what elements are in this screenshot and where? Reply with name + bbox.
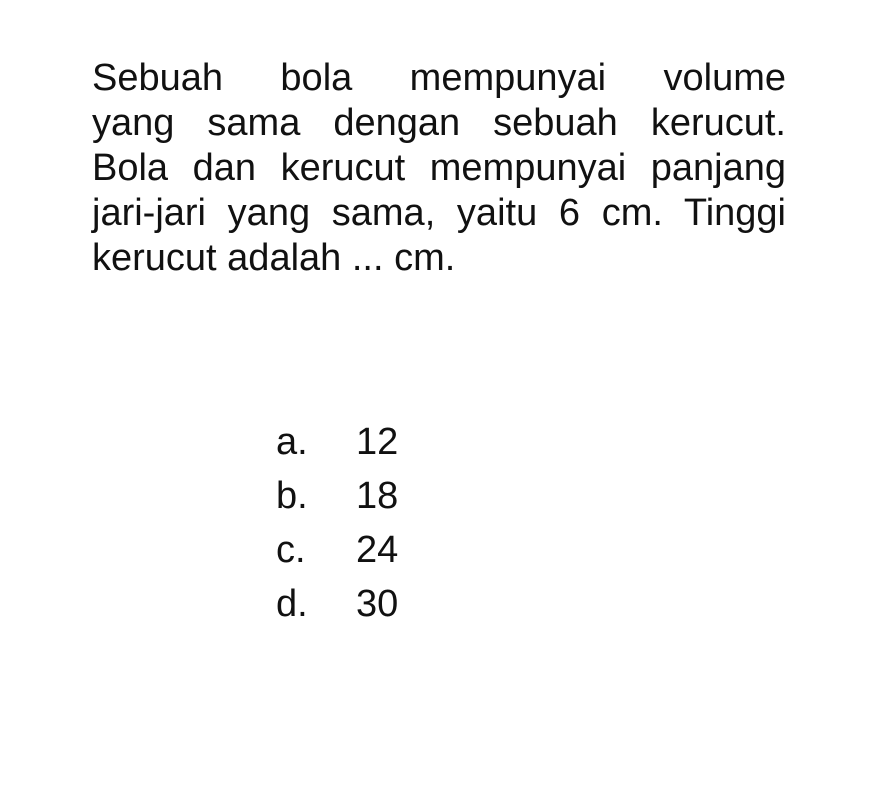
option-letter: b. (276, 475, 308, 517)
answer-options (276, 415, 398, 631)
option-a[interactable] (276, 415, 398, 469)
question-line: kerucut adalah ... cm. (92, 237, 456, 279)
option-value: 12 (356, 421, 399, 463)
question-text (92, 56, 786, 281)
option-letter: d. (276, 583, 308, 625)
option-value: 18 (356, 475, 399, 517)
option-d[interactable] (276, 577, 398, 631)
question-line: Sebuah bola mempunyai volume (92, 57, 786, 99)
question-line: jari-jari yang sama, yaitu 6 cm. Tinggi (92, 192, 786, 234)
option-value: 30 (356, 583, 399, 625)
option-value: 24 (356, 529, 399, 571)
option-b[interactable] (276, 469, 398, 523)
option-letter: c. (276, 529, 306, 571)
option-c[interactable] (276, 523, 398, 577)
question-line: Bola dan kerucut mempunyai panjang (92, 147, 786, 189)
question-line: yang sama dengan sebuah kerucut. (92, 102, 786, 144)
option-letter: a. (276, 421, 308, 463)
